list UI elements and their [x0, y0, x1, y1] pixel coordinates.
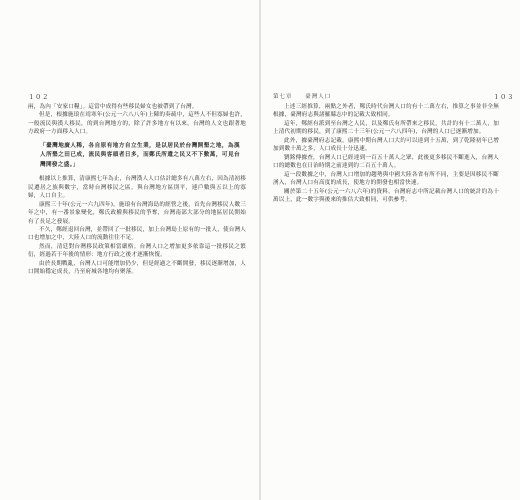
paragraph: 但是，根據施琅在靖寒年(公元一六八八年)上陳的奏疏中，這些人不但寡婦也許，一般流民與漢人移民，的到台灣地方的，除了許多地方有以來，台灣的人文也跟著地方政府一方面移入人口。	[28, 112, 246, 136]
body-text	[273, 103, 499, 204]
paragraph: 這年，鄭經有派到至台灣之人民，以及鄭氏有所帶來之移民，共計約有十二萬人，加上清代初期的移民，到了康熙二十三年(公元一六八四年)，台灣的人口已逐漸增加。	[273, 120, 499, 136]
right-page	[261, 0, 520, 500]
chapter-label: 第七章	[273, 94, 293, 100]
block-quote: 「臺灣地廣人稀，各自原有地方自立生業，是以居民於台灣開墾之地，為漢人所墾之田已成，流民與客頭者日多，而鄭氏所遺之民又不下數萬，可見台灣開發之盛。」	[40, 142, 240, 168]
paragraph: 不久，鄭經退回台灣，並帶回了一批移民，加上台灣島上原有的一批人，使台灣人口也增加之中，大陸人口的流動往往不足。	[28, 227, 246, 242]
paragraph: 然而，清廷對台灣移民政策相當嚴格。台灣人口之增加更多依靠這一批移民之繁衍，經過若干年後的情形：地方行政之後才逐漸恢復。	[28, 243, 246, 259]
body-text	[28, 103, 246, 277]
paragraph: 根據以上推算，清康熙七年為止，台灣漢人人口估計總多有八萬左右，因為清初移民遷居之族與數字，當時台灣移民之區。與台灣地方區別平，連戶數與五以上的寡婦，人口自主。	[28, 176, 246, 200]
page-number: １０３	[493, 93, 514, 101]
paragraph: 由於長期戰亂，台灣人口可能增加仍少，但是經過之不斷開發，移民逐漸增加，人口開始穩定成長，乃至府城各地均有聚落。	[28, 260, 246, 276]
opening-paragraph: 兩，為內「安家口糧」。這當中成得有些移民婦女也被帶到了台灣。	[28, 104, 198, 110]
paragraph: 劉銘傳據查，台灣人口已經達到一百五十萬人之眾，此後更多移民不斷進入，台灣人口的總數也在日治時期之前達到約二百五十萬人。	[273, 154, 499, 170]
page-number: １０２	[28, 93, 49, 101]
paragraph: 此外，據臺灣府志記載，康熙中期台灣人口大約可以達到十五萬，到了乾隆初年已增加到數十萬之多，人口成長十分迅速。	[273, 137, 499, 153]
left-page	[0, 0, 259, 500]
running-head	[273, 92, 341, 100]
paragraph: 這一段數據之中，台灣人口增加的趨勢與中國大陸各省有所不同，主要是因移民不斷湧入，台灣人口有高度的成長，使地方的開發也相當快速。	[273, 171, 499, 187]
chapter-title: 臺灣人口	[305, 94, 332, 100]
paragraph: 上述三經推算，兩點之外者，鄭氏時代台灣人口約有十二萬左右，推算之事並非全無根據，臺灣府志與諸羅縣志中的記載大致相同。	[273, 104, 499, 119]
paragraph: 康熙三十年(公元一六九四年)，施琅有台灣海島的經營之後，首先台灣移民人數三年之中，有一番景象變化，鄭氏政權與移民的爭奪，台灣南部大部分的地區居民開始有了長足之發展。	[28, 201, 246, 225]
paragraph: 關於第二十五年(公元一六八六年)的資料，台灣府志中所記載台灣人口的統計約為十萬以上，此一數字與後來的推估大致相同，可供參考。	[273, 188, 499, 203]
